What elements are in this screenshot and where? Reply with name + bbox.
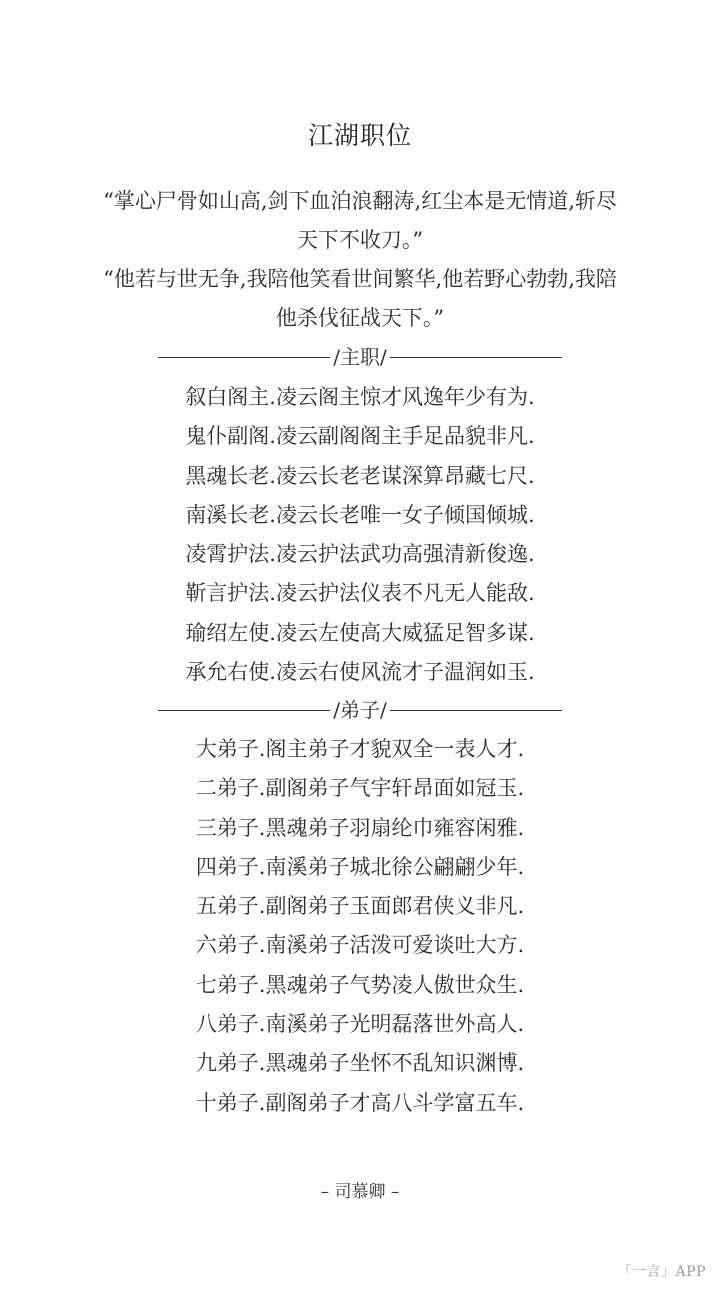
quote-line: “掌心尸骨如山高,剑下血泊浪翻涛,红尘本是无情道,斩尽天下不收刀。”	[103, 189, 617, 252]
section-divider-disciples	[0, 695, 720, 725]
disciple-list	[0, 730, 720, 1123]
list-item: 承允右使.凌云右使风流才子温润如玉.	[185, 660, 535, 685]
page-title: 江湖职位	[307, 121, 412, 150]
list-item: 四弟子.南溪弟子城北徐公翩翩少年.	[195, 854, 525, 879]
list-item: 黑魂长老.凌云长老老谋深算昂藏七尺.	[185, 463, 535, 488]
quote-line: “他若与世无争,我陪他笑看世间繁华,他若野心勃勃,我陪他杀伐征战天下。”	[103, 267, 617, 330]
quote-block	[95, 182, 625, 338]
section-label-main: /主职/	[333, 345, 387, 369]
divider-rule-right	[390, 710, 562, 711]
divider-rule-left	[158, 710, 330, 711]
section-divider-main	[0, 342, 720, 372]
list-item: 六弟子.南溪弟子活泼可爱谈吐大方.	[195, 933, 525, 958]
list-item: 三弟子.黑魂弟子羽扇纶巾雍容闲雅.	[195, 815, 525, 840]
app-watermark: 「一言」APP	[617, 1264, 706, 1280]
list-item: 十弟子.副阁弟子才高八斗学富五车.	[195, 1090, 525, 1115]
list-item: 南溪长老.凌云长老唯一女子倾国倾城.	[185, 502, 535, 527]
main-position-list	[0, 378, 720, 692]
section-label-disciples: /弟子/	[333, 698, 387, 722]
list-item: 鬼仆副阁.凌云副阁阁主手足品貌非凡.	[185, 424, 535, 449]
list-item: 八弟子.南溪弟子光明磊落世外高人.	[195, 1012, 525, 1037]
list-item: 靳言护法.凌云护法仪表不凡无人能敌.	[185, 581, 535, 606]
list-item: 大弟子.阁主弟子才貌双全一表人才.	[195, 737, 525, 761]
list-item: 九弟子.黑魂弟子坐怀不乱知识渊博.	[195, 1051, 525, 1076]
list-item: 瑜绍左使.凌云左使高大威猛足智多谋.	[185, 620, 535, 645]
divider-rule-left	[158, 357, 330, 358]
author-signature: – 司慕卿 –	[320, 1182, 400, 1202]
list-item: 叙白阁主.凌云阁主惊才风逸年少有为.	[185, 385, 535, 409]
list-item: 七弟子.黑魂弟子气势凌人傲世众生.	[195, 972, 525, 997]
list-item: 凌霄护法.凌云护法武功高强清新俊逸.	[185, 542, 535, 567]
divider-rule-right	[390, 357, 562, 358]
list-item: 二弟子.副阁弟子气宇轩昂面如冠玉.	[195, 776, 525, 801]
list-item: 五弟子.副阁弟子玉面郎君侠义非凡.	[195, 894, 525, 919]
